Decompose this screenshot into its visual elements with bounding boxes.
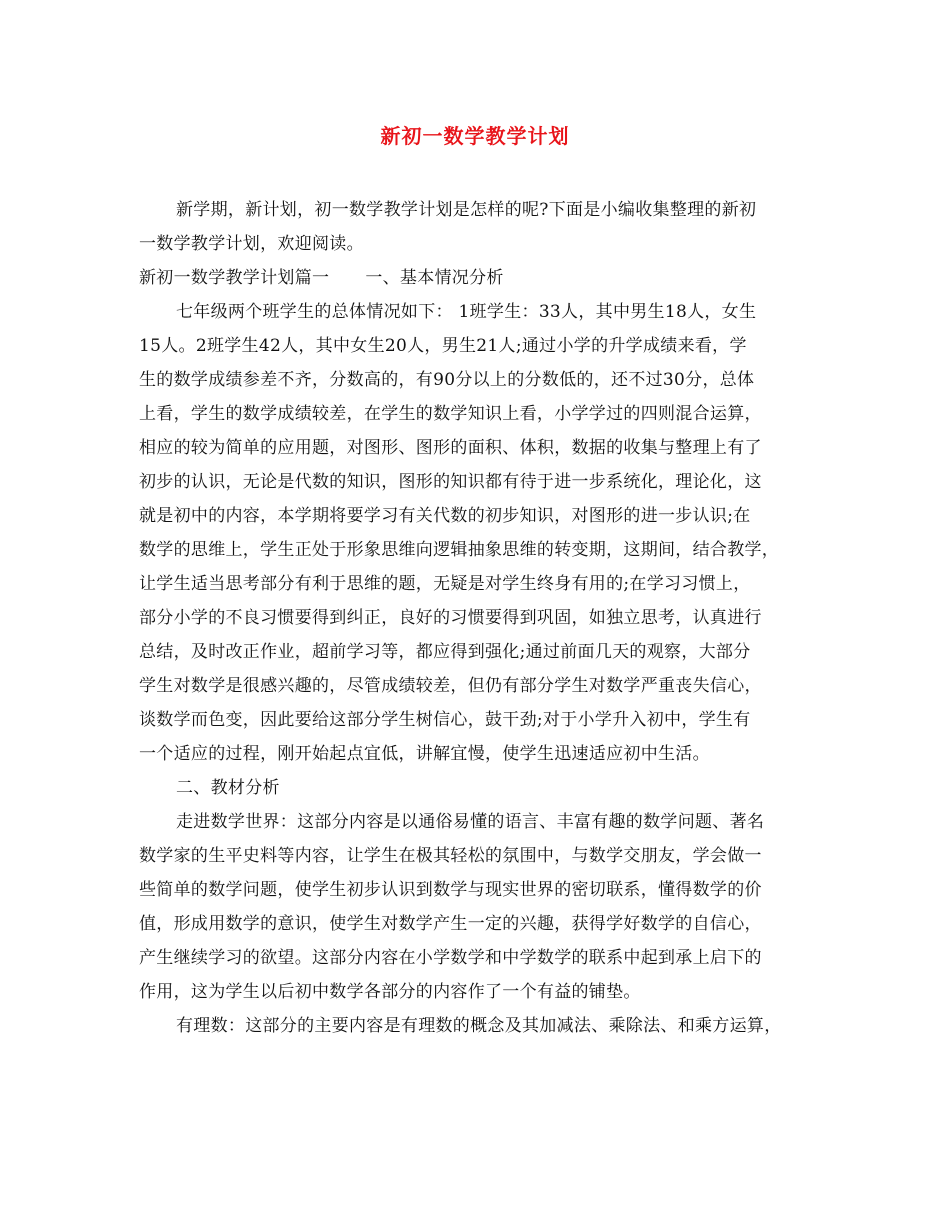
paragraph-line: 15人。2班学生42人，其中女生20人，男生21人;通过小学的升学成绩来看，学 [139,336,747,356]
paragraph-line: 新学期，新计划，初一数学教学计划是怎样的呢?下面是小编收集整理的新初 [176,200,757,220]
section-heading: 一、基本情况分析 [365,268,504,288]
paragraph-line: 数学家的生平史料等内容，让学生在极其轻松的氛围中，与数学交朋友，学会做一 [139,846,762,866]
article-part-label: 新初一数学教学计划篇一 [139,268,330,288]
document-title: 新初一数学教学计划 [380,124,570,148]
paragraph-line: 有理数：这部分的主要内容是有理数的概念及其加减法、乘除法、和乘方运算， [176,1016,782,1036]
section-heading: 二、教材分析 [176,778,280,798]
paragraph-line: 上看，学生的数学成绩较差，在学生的数学知识上看，小学学过的四则混合运算， [139,404,762,424]
paragraph-line: 一个适应的过程，刚开始起点宜低，讲解宜慢，使学生迅速适应初中生活。 [139,744,710,764]
paragraph-line: 产生继续学习的欲望。这部分内容在小学数学和中学数学的联系中起到承上启下的 [139,948,762,968]
section-heading-line [139,266,504,290]
paragraph-line: 总结，及时改正作业，超前学习等，都应得到强化;通过前面几天的观察，大部分 [139,642,751,662]
paragraph-line: 部分小学的不良习惯要得到纠正，良好的习惯要得到巩固，如独立思考，认真进行 [139,608,762,628]
paragraph-line: 让学生适当思考部分有利于思维的题，无疑是对学生终身有用的;在学习习惯上， [139,574,751,594]
paragraph-line: 相应的较为简单的应用题，对图形、图形的面积、体积，数据的收集与整理上有了 [139,438,762,458]
paragraph-line: 值，形成用数学的意识，使学生对数学产生一定的兴趣，获得学好数学的自信心， [139,914,762,934]
paragraph-line: 生的数学成绩参差不齐，分数高的，有90分以上的分数低的，还不过30分，总体 [139,370,755,390]
paragraph-line: 学生对数学是很感兴趣的，尽管成绩较差，但仍有部分学生对数学严重丧失信心， [139,676,762,696]
paragraph-line: 谈数学而色变，因此要给这部分学生树信心，鼓干劲;对于小学升入初中，学生有 [139,710,751,730]
paragraph-line: 数学的思维上，学生正处于形象思维向逻辑抽象思维的转变期，这期间，结合教学， [139,540,780,560]
paragraph-line: 七年级两个班学生的总体情况如下： 1班学生：33人，其中男生18人，女生 [176,302,757,322]
paragraph-line: 一数学教学计划，欢迎阅读。 [139,234,364,254]
paragraph-line: 走进数学世界：这部分内容是以通俗易懂的语言、丰富有趣的数学问题、著名 [176,812,765,832]
paragraph-line: 些简单的数学问题，使学生初步认识到数学与现实世界的密切联系，懂得数学的价 [139,880,762,900]
paragraph-line: 就是初中的内容，本学期将要学习有关代数的初步知识，对图形的进一步认识;在 [139,506,751,526]
paragraph-line: 作用，这为学生以后初中数学各部分的内容作了一个有益的铺垫。 [139,982,641,1002]
paragraph-line: 初步的认识，无论是代数的知识，图形的知识都有待于进一步系统化，理论化，这 [139,472,762,492]
